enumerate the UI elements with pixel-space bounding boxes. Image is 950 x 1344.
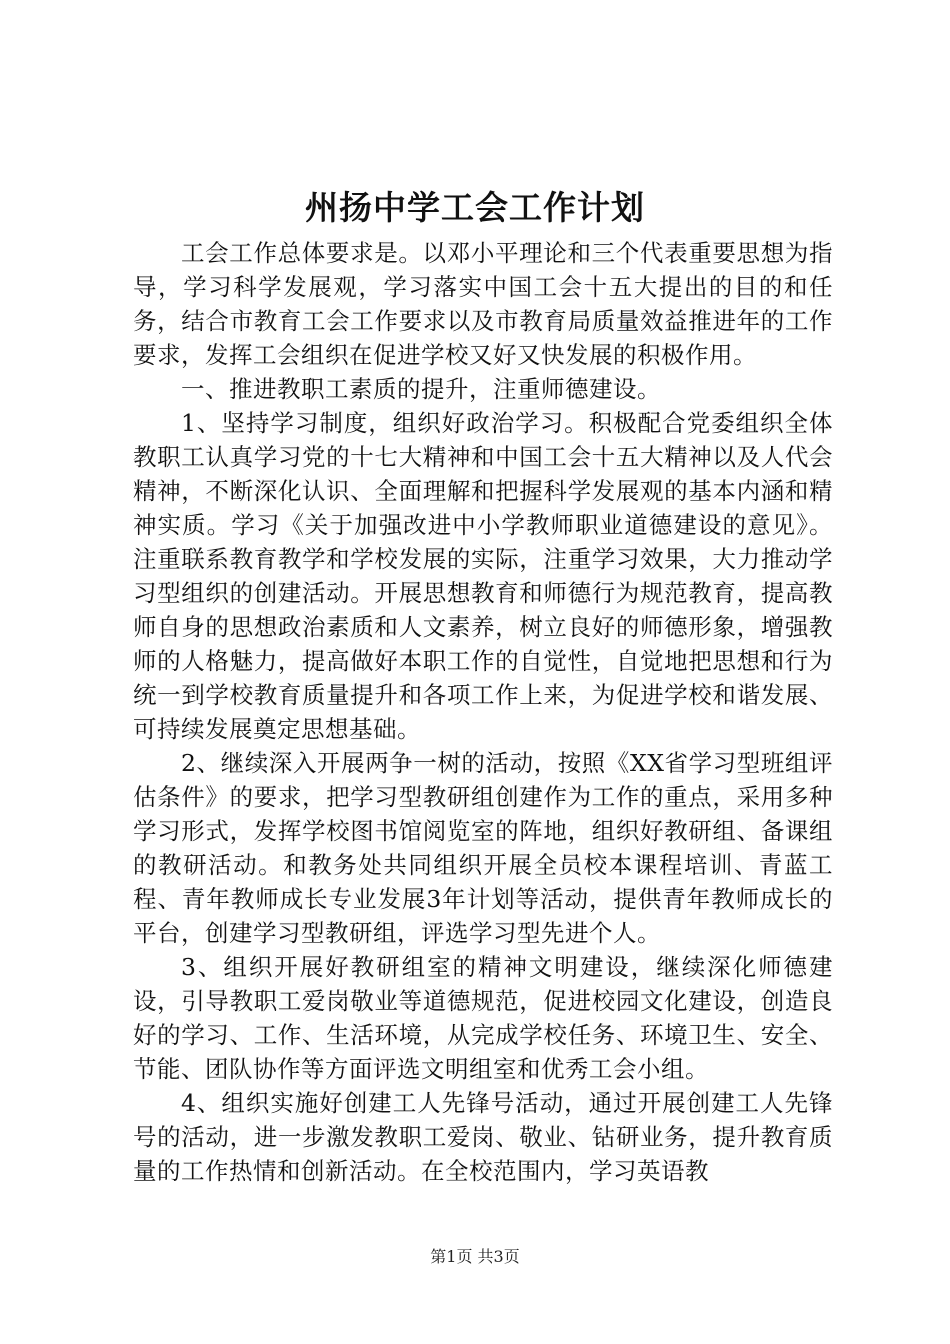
paragraph-item-2: 2、继续深入开展两争一树的活动，按照《XX省学习型班组评估条件》的要求，把学习型教研组创建作为工作的重点，采用多种学习形式，发挥学校图书馆阅览室的阵地，组织好教研组、备课组的教研活动。和教务处共同组织开展全员校本课程培训、青蓝工程、青年教师成长专业发展3年计划等活动，提供青年教师成长的平台，创建学习型教研组，评选学习型先进个人。	[133, 749, 833, 947]
paragraph-item-4: 4、组织实施好创建工人先锋号活动，通过开展创建工人先锋号的活动，进一步激发教职工爱岗、敬业、钻研业务，提升教育质量的工作热情和创新活动。在全校范围内，学习英语教	[133, 1089, 833, 1185]
paragraph-item-1: 1、坚持学习制度，组织好政治学习。积极配合党委组织全体教职工认真学习党的十七大精神和中国工会十五大精神以及人代会精神，不断深化认识、全面理解和把握科学发展观的基本内涵和精神实质。学习《关于加强改进中小学教师职业道德建设的意见》。注重联系教育教学和学校发展的实际，注重学习效果，大力推动学习型组织的创建活动。开展思想教育和师德行为规范教育，提高教师自身的思想政治素质和人文素养，树立良好的师德形象，增强教师的人格魅力，提高做好本职工作的自觉性，自觉地把思想和行为统一到学校教育质量提升和各项工作上来，为促进学校和谐发展、可持续发展奠定思想基础。	[133, 409, 833, 743]
section-heading-1: 一、推进教职工素质的提升，注重师德建设。	[181, 375, 661, 403]
paragraph-item-3: 3、组织开展好教研组室的精神文明建设，继续深化师德建设，引导教职工爱岗敬业等道德规范，促进校园文化建设，创造良好的学习、工作、生活环境，从完成学校任务、环境卫生、安全、节能、团队协作等方面评选文明组室和优秀工会小组。	[133, 953, 833, 1083]
document-title: 州扬中学工会工作计划	[305, 188, 645, 227]
page-number-footer: 第1页 共3页	[430, 1247, 520, 1266]
document-body	[133, 236, 833, 1188]
paragraph-intro: 工会工作总体要求是。以邓小平理论和三个代表重要思想为指导，学习科学发展观，学习落实中国工会十五大提出的目的和任务，结合市教育工会工作要求以及市教育局质量效益推进年的工作要求，发挥工会组织在促进学校又好又快发展的积极作用。	[133, 239, 833, 369]
